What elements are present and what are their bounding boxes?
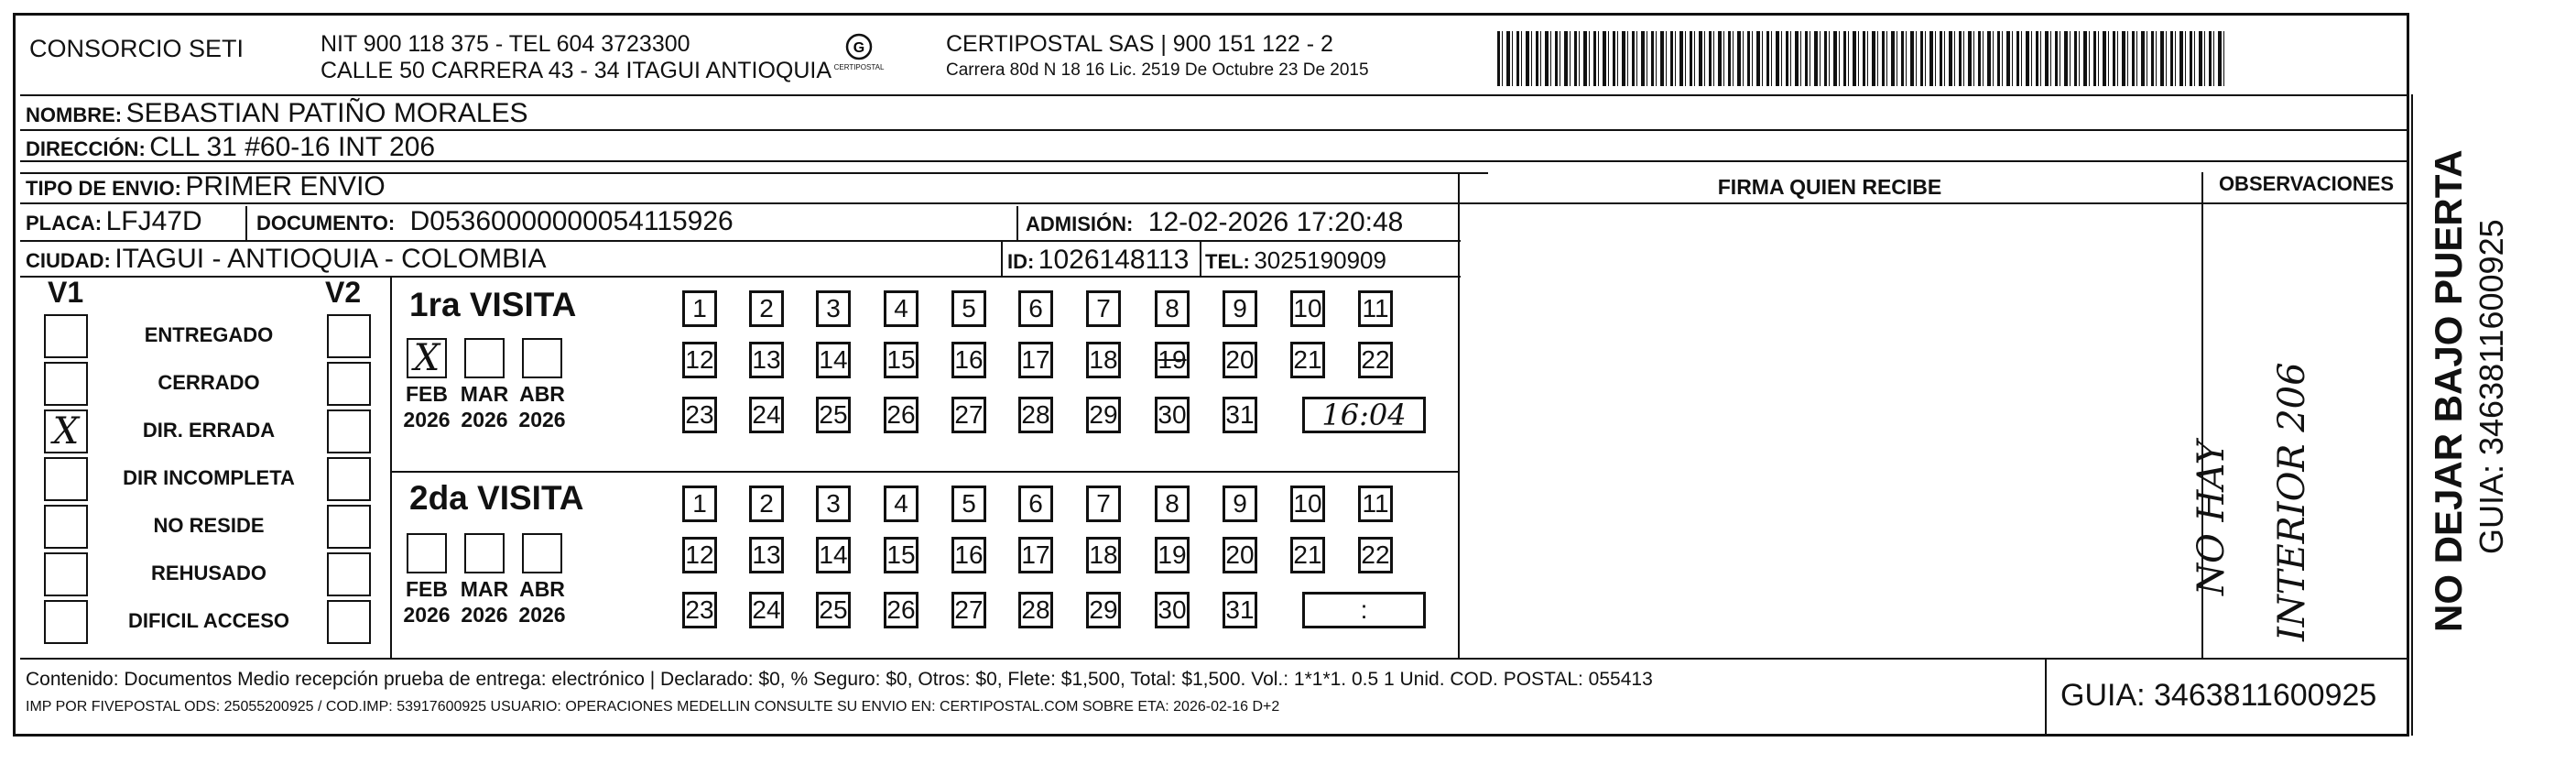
day-box[interactable]: 17 bbox=[1018, 342, 1053, 378]
day-box[interactable]: 17 bbox=[1018, 537, 1053, 573]
day-box[interactable]: 28 bbox=[1018, 592, 1053, 628]
v1-label: V1 bbox=[48, 276, 84, 309]
day-box[interactable]: 26 bbox=[884, 592, 918, 628]
month-label: MAR bbox=[460, 577, 509, 601]
day-box[interactable]: 6 bbox=[1018, 290, 1053, 327]
day-box[interactable]: 19 bbox=[1155, 537, 1190, 573]
v2-label: V2 bbox=[325, 276, 362, 309]
documento-label: DOCUMENTO: bbox=[256, 212, 396, 235]
v2-checkbox[interactable] bbox=[327, 409, 371, 453]
day-box[interactable]: 16 bbox=[951, 537, 986, 573]
tipo-value: PRIMER ENVIO bbox=[185, 171, 386, 202]
divider bbox=[20, 94, 2408, 96]
month-year: 2026 bbox=[518, 408, 566, 431]
day-box[interactable]: 4 bbox=[884, 290, 918, 327]
ciudad-row bbox=[26, 244, 547, 275]
admision-label: ADMISIÓN: bbox=[1026, 213, 1134, 235]
side-warning: NO DEJAR BAJO PUERTA bbox=[2427, 149, 2470, 632]
day-box[interactable]: 29 bbox=[1086, 592, 1121, 628]
month-checkbox[interactable] bbox=[464, 533, 505, 573]
status-label: DIR INCOMPLETA bbox=[123, 466, 295, 489]
tel-row bbox=[1205, 246, 1386, 275]
v1-checkbox[interactable] bbox=[44, 362, 88, 406]
status-label: REHUSADO bbox=[151, 562, 266, 584]
license-line: Carrera 80d N 18 16 Lic. 2519 De Octubre 23 De 2015 bbox=[946, 60, 1369, 80]
direccion-label: DIRECCIÓN: bbox=[26, 137, 146, 160]
day-box[interactable]: 26 bbox=[884, 397, 918, 433]
v1-checkbox[interactable] bbox=[44, 457, 88, 501]
day-box[interactable]: 29 bbox=[1086, 397, 1121, 433]
id-row bbox=[1007, 245, 1189, 276]
day-box[interactable]: 7 bbox=[1086, 290, 1121, 327]
id-value: 1026148113 bbox=[1038, 245, 1190, 275]
day-box[interactable]: 18 bbox=[1086, 537, 1121, 573]
observaciones-label: OBSERVACIONES bbox=[2218, 172, 2395, 195]
day-box[interactable]: 15 bbox=[884, 342, 918, 378]
month-checkbox[interactable] bbox=[407, 533, 447, 573]
tel-label: TEL: bbox=[1205, 250, 1250, 273]
v1-checkbox[interactable] bbox=[44, 552, 88, 596]
day-box[interactable]: 13 bbox=[749, 537, 784, 573]
day-box[interactable]: 12 bbox=[682, 537, 717, 573]
v1-checkbox[interactable] bbox=[44, 314, 88, 358]
day-box[interactable]: 25 bbox=[816, 397, 851, 433]
placa-label: PLACA: bbox=[26, 212, 103, 235]
day-box[interactable]: 20 bbox=[1223, 342, 1257, 378]
tel-value: 3025190909 bbox=[1254, 246, 1386, 274]
nombre-value: SEBASTIAN PATIÑO MORALES bbox=[125, 98, 528, 128]
day-box[interactable]: 2 bbox=[749, 486, 784, 522]
admision-value: 12-02-2026 17:20:48 bbox=[1147, 207, 1404, 237]
day-box[interactable]: 28 bbox=[1018, 397, 1053, 433]
day-box[interactable]: 23 bbox=[682, 592, 717, 628]
ciudad-value: ITAGUI - ANTIOQUIA - COLOMBIA bbox=[114, 244, 547, 274]
documento-value: D05360000000054115926 bbox=[409, 206, 734, 236]
day-box[interactable]: 20 bbox=[1223, 537, 1257, 573]
direccion-value: CLL 31 #60-16 INT 206 bbox=[149, 132, 436, 162]
day-box[interactable]: 18 bbox=[1086, 342, 1121, 378]
day-box[interactable]: 30 bbox=[1155, 397, 1190, 433]
ciudad-label: CIUDAD: bbox=[26, 249, 111, 272]
visit2-title: 2da VISITA bbox=[409, 479, 584, 517]
placa-value: LFJ47D bbox=[105, 206, 202, 236]
nit-line: NIT 900 118 375 - TEL 604 3723300 bbox=[321, 31, 690, 57]
month-year: 2026 bbox=[461, 408, 508, 431]
day-box[interactable]: 1 bbox=[682, 290, 717, 327]
admision-row bbox=[1026, 207, 1403, 238]
month-year: 2026 bbox=[518, 603, 566, 627]
month-year: 2026 bbox=[461, 603, 508, 627]
company-name: CONSORCIO SETI bbox=[29, 35, 245, 62]
side-guia: GUIA: 3463811600925 bbox=[2473, 219, 2510, 554]
v2-checkbox[interactable] bbox=[327, 457, 371, 501]
day-box[interactable]: 5 bbox=[951, 486, 986, 522]
documento-row bbox=[256, 206, 734, 237]
month-checkbox[interactable]: X bbox=[407, 338, 447, 378]
day-box[interactable]: 3 bbox=[816, 290, 851, 327]
day-box[interactable]: 8 bbox=[1155, 486, 1190, 522]
certipostal-logo-icon bbox=[839, 33, 879, 60]
day-box[interactable]: 30 bbox=[1155, 592, 1190, 628]
status-label: DIFICIL ACCESO bbox=[127, 609, 289, 632]
day-box[interactable]: 7 bbox=[1086, 486, 1121, 522]
v1-checkbox[interactable] bbox=[44, 600, 88, 644]
logo-text: CERTIPOSTAL bbox=[833, 63, 885, 71]
v2-checkbox[interactable] bbox=[327, 600, 371, 644]
day-box[interactable]: 14 bbox=[816, 537, 851, 573]
day-box[interactable]: 21 bbox=[1290, 537, 1325, 573]
v2-checkbox[interactable] bbox=[327, 552, 371, 596]
v2-checkbox[interactable] bbox=[327, 505, 371, 549]
time-box[interactable]: 16:04 bbox=[1302, 397, 1426, 433]
day-box[interactable]: 2 bbox=[749, 290, 784, 327]
barcode bbox=[1497, 31, 2225, 86]
day-box[interactable]: 15 bbox=[884, 537, 918, 573]
day-box[interactable]: 23 bbox=[682, 397, 717, 433]
day-box[interactable]: 24 bbox=[749, 592, 784, 628]
day-box[interactable]: 24 bbox=[749, 397, 784, 433]
month-label: MAR bbox=[460, 382, 509, 406]
address-line: CALLE 50 CARRERA 43 - 34 ITAGUI ANTIOQUIA bbox=[321, 58, 832, 83]
v2-checkbox[interactable] bbox=[327, 362, 371, 406]
day-box[interactable]: 31 bbox=[1223, 397, 1257, 433]
day-box[interactable]: 12 bbox=[682, 342, 717, 378]
firma-label: FIRMA QUIEN RECIBE bbox=[1717, 175, 1942, 199]
day-box[interactable]: 13 bbox=[749, 342, 784, 378]
day-box[interactable]: 31 bbox=[1223, 592, 1257, 628]
month-year: 2026 bbox=[403, 408, 451, 431]
month-label: ABR bbox=[519, 577, 565, 601]
observaciones-note-1: NO HAY bbox=[2190, 440, 2233, 595]
v1-checkbox[interactable]: X bbox=[44, 409, 88, 453]
footer-contenido: Contenido: Documentos Medio recepción prueba de entrega: electrónico | Declarado: $0, % Seguro: $0, Otros: $0, Flete: $1,500, Total: $1,500. Vol.: 1*1*1. 0.5 1 Unid. COD. POSTAL: 055413 bbox=[26, 669, 1653, 690]
day-box[interactable]: 1 bbox=[682, 486, 717, 522]
certipostal-logo bbox=[831, 33, 886, 81]
day-box[interactable]: 21 bbox=[1290, 342, 1325, 378]
month-checkbox[interactable] bbox=[522, 338, 562, 378]
day-box[interactable]: 19 bbox=[1155, 342, 1190, 378]
status-label: DIR. ERRADA bbox=[142, 419, 276, 442]
tipo-row bbox=[26, 171, 386, 202]
day-box[interactable]: 3 bbox=[816, 486, 851, 522]
day-box[interactable]: 27 bbox=[951, 592, 986, 628]
svg-text:G: G bbox=[853, 40, 865, 56]
month-year: 2026 bbox=[403, 603, 451, 627]
day-box[interactable]: 9 bbox=[1223, 486, 1257, 522]
status-label: NO RESIDE bbox=[153, 514, 265, 537]
time-box[interactable]: : bbox=[1302, 592, 1426, 628]
v2-checkbox[interactable] bbox=[327, 314, 371, 358]
placa-row bbox=[26, 206, 202, 237]
day-box[interactable]: 11 bbox=[1358, 290, 1393, 327]
day-box[interactable]: 5 bbox=[951, 290, 986, 327]
observaciones-note-2: INTERIOR 206 bbox=[2271, 362, 2313, 641]
day-box[interactable]: 10 bbox=[1290, 486, 1325, 522]
day-box[interactable]: 4 bbox=[884, 486, 918, 522]
status-label: ENTREGADO bbox=[144, 323, 274, 346]
footer-guia: GUIA: 3463811600925 bbox=[2060, 678, 2377, 713]
visit1-title: 1ra VISITA bbox=[409, 286, 577, 323]
month-checkbox[interactable] bbox=[522, 533, 562, 573]
month-label: ABR bbox=[519, 382, 565, 406]
day-box[interactable]: 8 bbox=[1155, 290, 1190, 327]
day-box[interactable]: 22 bbox=[1358, 537, 1393, 573]
day-box[interactable]: 11 bbox=[1358, 486, 1393, 522]
day-box[interactable]: 6 bbox=[1018, 486, 1053, 522]
day-box[interactable]: 27 bbox=[951, 397, 986, 433]
day-box[interactable]: 9 bbox=[1223, 290, 1257, 327]
id-label: ID: bbox=[1007, 250, 1035, 273]
nombre-label: NOMBRE: bbox=[26, 104, 123, 126]
footer-imp: IMP POR FIVEPOSTAL ODS: 25055200925 / COD.IMP: 53917600925 USUARIO: OPERACIONES MEDELLIN CONSULTE SU ENVIO EN: CERTIPOSTAL.COM SOBRE ETA: 2026-02-16 D+2 bbox=[26, 699, 1280, 715]
month-checkbox[interactable] bbox=[464, 338, 505, 378]
month-label: FEB bbox=[406, 382, 448, 406]
day-box[interactable]: 25 bbox=[816, 592, 851, 628]
status-label: CERRADO bbox=[158, 371, 260, 394]
day-box[interactable]: 22 bbox=[1358, 342, 1393, 378]
day-box[interactable]: 14 bbox=[816, 342, 851, 378]
certipostal-line: CERTIPOSTAL SAS | 900 151 122 - 2 bbox=[946, 31, 1333, 57]
direccion-row bbox=[26, 132, 435, 163]
month-label: FEB bbox=[406, 577, 448, 601]
day-box[interactable]: 10 bbox=[1290, 290, 1325, 327]
nombre-row bbox=[26, 98, 528, 129]
day-box[interactable]: 16 bbox=[951, 342, 986, 378]
tipo-label: TIPO DE ENVIO: bbox=[26, 177, 181, 200]
v1-checkbox[interactable] bbox=[44, 505, 88, 549]
